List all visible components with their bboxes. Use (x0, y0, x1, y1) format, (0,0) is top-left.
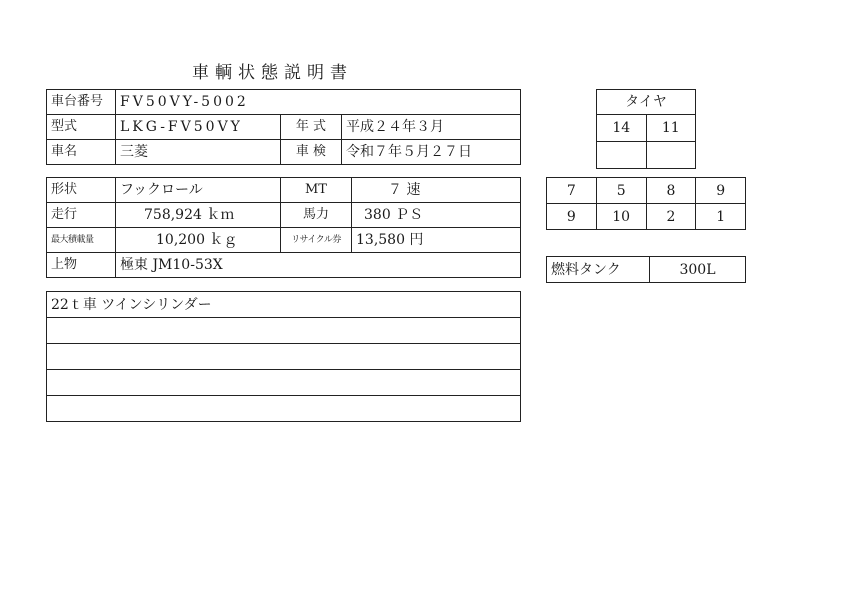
tire-value (646, 142, 696, 169)
inspection-value: 令和７年５月２７日 (342, 140, 521, 165)
transmission-value: ７ 速 (352, 178, 521, 203)
recycle-ticket-value: 13,580 円 (352, 228, 521, 253)
maker-label: 車名 (47, 140, 116, 165)
notes-line (47, 396, 521, 422)
tire-grid-cell: 9 (696, 178, 746, 204)
tire-grid-cell: 1 (696, 204, 746, 230)
tire-grid-cell: 8 (646, 178, 696, 204)
tire-value (597, 142, 647, 169)
year-value: 平成２４年３月 (342, 115, 521, 140)
tire-grid (546, 177, 746, 230)
tire-table (596, 89, 696, 169)
max-load-value: 10,200 ｋｇ (116, 228, 281, 253)
tire-grid-cell: 2 (646, 204, 696, 230)
tire-label: タイヤ (597, 90, 696, 115)
tire-grid-cell: 7 (547, 178, 597, 204)
vehicle-spec-table (46, 177, 521, 278)
vehicle-info-table (46, 89, 521, 165)
chassis-number-value: FV50VY-5002 (116, 90, 521, 115)
tire-grid-cell: 5 (596, 178, 646, 204)
model-value: LKG-FV50VY (116, 115, 281, 140)
shape-label: 形状 (47, 178, 116, 203)
model-label: 型式 (47, 115, 116, 140)
recycle-ticket-label: リサイクル券 (281, 228, 352, 253)
fuel-tank-table (546, 256, 746, 283)
mileage-value: 758,924 ｋｍ (116, 203, 281, 228)
page-title: 車輌状態説明書 (192, 63, 353, 83)
inspection-label: 車 検 (281, 140, 342, 165)
tire-grid-cell: 10 (596, 204, 646, 230)
notes-line (47, 370, 521, 396)
body-label: 上物 (47, 253, 116, 278)
transmission-label: MT (281, 178, 352, 203)
maker-value: 三菱 (116, 140, 281, 165)
horsepower-label: 馬力 (281, 203, 352, 228)
body-value: 極東 JM10-53X (116, 253, 521, 278)
shape-value: フックロール (116, 178, 281, 203)
fuel-tank-label: 燃料タンク (547, 257, 650, 283)
notes-line: 22ｔ車 ツインシリンダー (47, 292, 521, 318)
notes-line (47, 318, 521, 344)
notes-line (47, 344, 521, 370)
tire-value: 14 (597, 115, 647, 142)
mileage-label: 走行 (47, 203, 116, 228)
chassis-number-label: 車台番号 (47, 90, 116, 115)
year-label: 年 式 (281, 115, 342, 140)
max-load-label: 最大積載量 (47, 228, 116, 253)
tire-value: 11 (646, 115, 696, 142)
horsepower-value: 380 ＰＳ (352, 203, 521, 228)
notes-table (46, 291, 521, 422)
tire-grid-cell: 9 (547, 204, 597, 230)
fuel-tank-value: 300L (650, 257, 746, 283)
